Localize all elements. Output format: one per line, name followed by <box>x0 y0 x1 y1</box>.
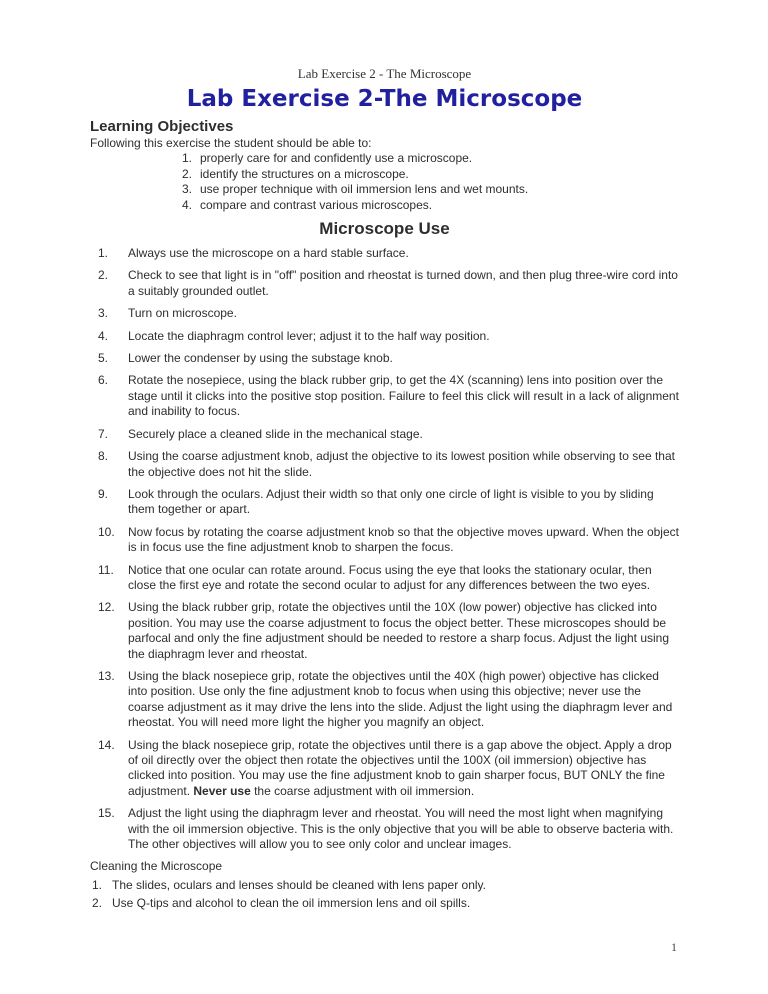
list-text: Using the coarse adjustment knob, adjust the objective to its lowest position while observing to see that the objective does not hit the slide. <box>128 449 675 479</box>
instruction-item <box>90 525 679 556</box>
section-heading-learning-objectives: Learning Objectives <box>90 118 234 135</box>
instruction-item <box>90 738 679 800</box>
list-text: Using the black rubber grip, rotate the objectives until the 10X (low power) objective has clicked into position. You may use the coarse adjustment to focus the object better. These microscopes should be parfocal and only the fine adjustment should be needed to restore a sharp focus. Adjust the light using the diaphragm lever and rheostat. <box>128 600 670 661</box>
list-text: Turn on microscope. <box>128 306 237 321</box>
list-marker: 11. <box>98 562 114 577</box>
list-marker: 2. <box>98 268 109 283</box>
instruction-item <box>90 329 679 344</box>
list-text: Lower the condenser by using the substage knob. <box>128 351 393 366</box>
objective-item <box>90 151 679 166</box>
instruction-item <box>90 669 679 731</box>
list-marker: 12. <box>98 600 115 615</box>
list-marker: 9. <box>98 486 109 501</box>
section-label-cleaning: Cleaning the Microscope <box>90 859 223 874</box>
instruction-item <box>90 306 679 321</box>
list-marker: 5. <box>98 351 109 366</box>
list-text: Use Q-tips and alcohol to clean the oil immersion lens and oil spills. <box>112 896 471 911</box>
list-text: Using the black nosepiece grip, rotate the objectives until the 40X (high power) objective has clicked into position. Use only the fine adjustment knob to focus when using this objective; never use the coarse adjustment as it may drive the lens into the slide. Adjust the light using the diaphragm lever and rheostat. You will need more light the higher you magnify an object. <box>128 668 673 730</box>
list-text: identify the structures on a microscope. <box>200 166 409 181</box>
objective-item <box>90 182 679 197</box>
list-text: Rotate the nosepiece, using the black rubber grip, to get the 4X (scanning) lens into position over the stage until it clicks into the positive stop position. Failure to feel this click will result in a lack of alignment and inability to focus. <box>128 373 679 419</box>
instruction-item <box>90 563 679 594</box>
list-marker: 6. <box>98 373 109 388</box>
objective-item <box>90 167 679 182</box>
list-marker: 13. <box>98 668 115 683</box>
list-text: Notice that one ocular can rotate around. Focus using the eye that looks the stationary ocular, then close the first eye and rotate the second ocular to adjust for any differences between the two eyes. <box>128 562 652 592</box>
list-marker: 1. <box>182 151 193 166</box>
list-text: Adjust the light using the diaphragm lever and rheostat. You will need the most light when magnifying with the oil immersion objective. This is the only objective that you will be able to observe bacteria with. The other objectives will allow you to see only color and unclear images. <box>128 806 674 852</box>
list-text: compare and contrast various microscopes. <box>200 197 433 212</box>
instruction-item <box>90 351 679 366</box>
list-marker: 4. <box>98 328 109 343</box>
list-marker: 3. <box>98 306 109 321</box>
instruction-item <box>90 487 679 518</box>
list-marker: 8. <box>98 449 109 464</box>
instruction-item <box>90 600 679 662</box>
instruction-item <box>90 806 679 852</box>
list-marker: 10. <box>98 524 115 539</box>
instruction-item <box>90 373 679 419</box>
section-heading-microscope-use: Microscope Use <box>319 219 450 239</box>
page-number: 1 <box>671 940 677 954</box>
list-text <box>128 738 679 800</box>
list-marker: 2. <box>92 896 103 911</box>
list-text: The slides, oculars and lenses should be cleaned with lens paper only. <box>112 877 487 892</box>
list-text: Now focus by rotating the coarse adjustment knob so that the objective moves upward. When the object is in focus use the fine adjustment knob to sharpen the focus. <box>128 524 679 555</box>
running-header: Lab Exercise 2 - The Microscope <box>297 66 472 81</box>
objectives-intro: Following this exercise the student should be able to: <box>90 136 372 150</box>
objective-item <box>90 198 679 213</box>
list-marker: 1. <box>98 246 109 261</box>
list-text: Look through the oculars. Adjust their width so that only one circle of light is visible to you by sliding them together or apart. <box>128 486 654 517</box>
list-marker: 1. <box>92 877 103 892</box>
list-text-segment: Using the black nosepiece grip, rotate the objectives until there is a gap above the object. Apply a drop of oil directly over the object then rotate the objectives until the 100X (oil immersion) objective has clicked into position. You may use the fine adjustment knob to gain sharper focus, BUT ONLY the fine adjustment. <box>128 737 672 798</box>
list-marker: 2. <box>182 166 193 181</box>
instruction-item <box>90 427 679 442</box>
instruction-item <box>90 449 679 480</box>
list-marker: 15. <box>98 806 115 821</box>
list-text: use proper technique with oil immersion lens and wet mounts. <box>200 182 529 197</box>
cleaning-item <box>90 878 679 893</box>
list-text: properly care for and confidently use a microscope. <box>200 151 473 166</box>
document-title: Lab Exercise 2-The Microscope <box>186 86 583 112</box>
list-text: Locate the diaphragm control lever; adjust it to the half way position. <box>128 328 490 343</box>
instruction-item <box>90 246 679 261</box>
list-text-segment: the coarse adjustment with oil immersion. <box>250 783 475 798</box>
list-marker: 3. <box>182 182 193 197</box>
list-text-bold-segment: Never use <box>193 783 251 798</box>
cleaning-item <box>90 896 679 911</box>
list-text: Securely place a cleaned slide in the mechanical stage. <box>128 426 423 441</box>
list-marker: 7. <box>98 426 109 441</box>
list-marker: 4. <box>182 197 193 212</box>
instruction-item <box>90 268 679 299</box>
list-text: Check to see that light is in "off" position and rheostat is turned down, and then plug three-wire cord into a suitably grounded outlet. <box>128 268 678 298</box>
list-marker: 14. <box>98 737 115 752</box>
list-text: Always use the microscope on a hard stable surface. <box>128 246 409 261</box>
